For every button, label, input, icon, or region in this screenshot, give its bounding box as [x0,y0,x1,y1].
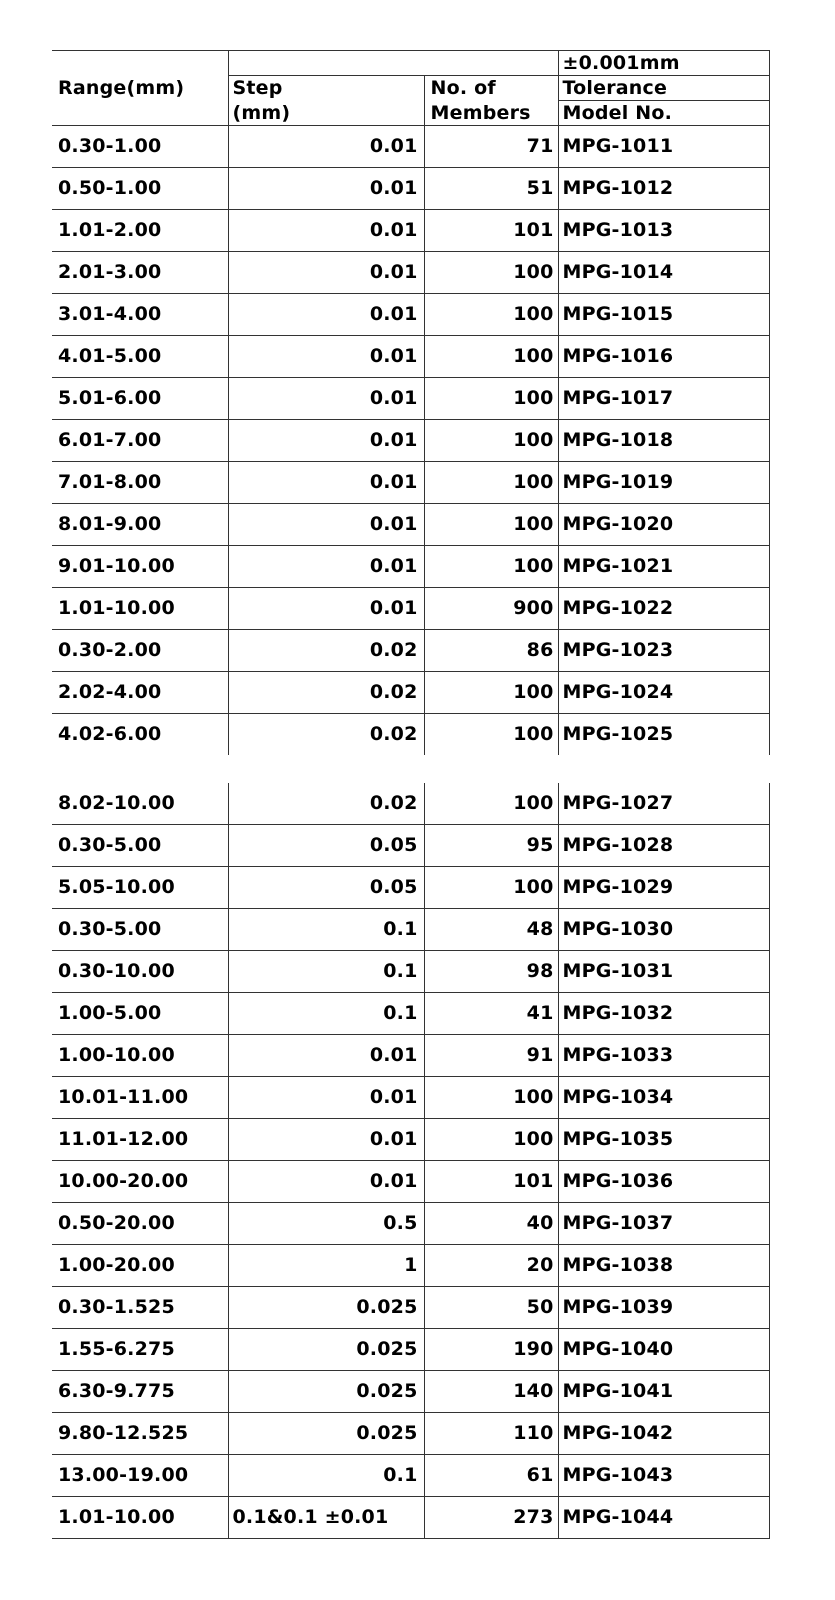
table-row [52,1455,769,1497]
range-cell: 4.02-6.00 [52,714,228,756]
step-cell: 0.025 [228,1287,424,1329]
step-cell: 0.01 [228,1035,424,1077]
table-row [52,504,769,546]
table-row [52,909,769,951]
step-cell: 1 [228,1245,424,1287]
table-row [52,783,769,825]
table-row [52,1413,769,1455]
members-cell: 100 [424,378,558,420]
table-row [52,378,769,420]
model-cell: MPG-1012 [558,168,769,210]
members-cell: 20 [424,1245,558,1287]
model-cell: MPG-1044 [558,1497,769,1539]
range-cell: 6.30-9.775 [52,1371,228,1413]
model-cell: MPG-1024 [558,672,769,714]
table-row [52,546,769,588]
step-cell: 0.01 [228,462,424,504]
table-row [52,672,769,714]
step-cell: 0.01 [228,504,424,546]
header-row-1 [52,51,769,76]
step-cell: 0.01 [228,168,424,210]
range-cell: 6.01-7.00 [52,420,228,462]
members-cell: 100 [424,252,558,294]
table-row [52,993,769,1035]
step-cell: 0.1 [228,993,424,1035]
table-row [52,630,769,672]
table-row [52,462,769,504]
step-cell: 0.02 [228,630,424,672]
model-cell: MPG-1032 [558,993,769,1035]
range-cell: 9.80-12.525 [52,1413,228,1455]
step-header-line2: (mm) [228,101,424,126]
range-cell: 8.01-9.00 [52,504,228,546]
members-cell: 50 [424,1287,558,1329]
model-cell: MPG-1036 [558,1161,769,1203]
table-row [52,420,769,462]
step-cell: 0.5 [228,1203,424,1245]
range-cell: 1.01-10.00 [52,1497,228,1539]
table-row [52,1035,769,1077]
members-cell: 48 [424,909,558,951]
model-cell: MPG-1014 [558,252,769,294]
members-cell: 100 [424,672,558,714]
model-cell: MPG-1021 [558,546,769,588]
step-cell: 0.1 [228,1455,424,1497]
model-cell: MPG-1041 [558,1371,769,1413]
gauge-table-bottom [52,783,770,1539]
model-cell: MPG-1013 [558,210,769,252]
range-cell: 9.01-10.00 [52,546,228,588]
table-row [52,825,769,867]
table-row [52,126,769,168]
range-cell: 0.50-20.00 [52,1203,228,1245]
members-cell: 101 [424,1161,558,1203]
model-cell: MPG-1017 [558,378,769,420]
model-cell: MPG-1030 [558,909,769,951]
table-row [52,1119,769,1161]
model-header: Model No. [558,101,769,126]
range-cell: 0.30-1.00 [52,126,228,168]
step-cell: 0.025 [228,1329,424,1371]
step-cell: 0.01 [228,210,424,252]
table-row [52,294,769,336]
step-cell: 0.025 [228,1371,424,1413]
range-cell: 0.30-5.00 [52,825,228,867]
model-cell: MPG-1038 [558,1245,769,1287]
step-cell: 0.01 [228,1119,424,1161]
model-cell: MPG-1029 [558,867,769,909]
step-cell: 0.01 [228,126,424,168]
step-cell: 0.01 [228,294,424,336]
members-cell: 100 [424,420,558,462]
model-cell: MPG-1019 [558,462,769,504]
members-cell: 61 [424,1455,558,1497]
model-cell: MPG-1023 [558,630,769,672]
model-cell: MPG-1043 [558,1455,769,1497]
range-cell: 0.30-2.00 [52,630,228,672]
members-cell: 900 [424,588,558,630]
members-cell: 40 [424,1203,558,1245]
step-cell: 0.01 [228,588,424,630]
model-cell: MPG-1027 [558,783,769,825]
model-cell: MPG-1039 [558,1287,769,1329]
range-cell: 11.01-12.00 [52,1119,228,1161]
table-row [52,168,769,210]
tolerance-label-header: Tolerance [558,76,769,101]
range-cell: 1.01-2.00 [52,210,228,252]
table-row [52,1497,769,1539]
members-cell: 100 [424,462,558,504]
members-cell: 190 [424,1329,558,1371]
step-cell: 0.01 [228,378,424,420]
model-cell: MPG-1031 [558,951,769,993]
model-cell: MPG-1042 [558,1413,769,1455]
members-cell: 100 [424,714,558,756]
range-cell: 0.50-1.00 [52,168,228,210]
range-cell: 1.55-6.275 [52,1329,228,1371]
range-cell: 3.01-4.00 [52,294,228,336]
members-cell: 101 [424,210,558,252]
table-row [52,588,769,630]
model-cell: MPG-1028 [558,825,769,867]
step-cell: 0.01 [228,1077,424,1119]
model-cell: MPG-1022 [558,588,769,630]
range-cell: 1.00-5.00 [52,993,228,1035]
members-cell: 100 [424,783,558,825]
range-cell: 10.00-20.00 [52,1161,228,1203]
members-cell: 110 [424,1413,558,1455]
members-cell: 273 [424,1497,558,1539]
model-cell: MPG-1016 [558,336,769,378]
model-cell: MPG-1034 [558,1077,769,1119]
members-cell: 95 [424,825,558,867]
table-row [52,1203,769,1245]
step-cell: 0.1&0.1 ±0.01 [228,1497,424,1539]
model-cell: MPG-1040 [558,1329,769,1371]
model-cell: MPG-1025 [558,714,769,756]
blank-header-cell [228,51,558,76]
range-cell: 7.01-8.00 [52,462,228,504]
step-cell: 0.01 [228,1161,424,1203]
range-cell: 0.30-5.00 [52,909,228,951]
members-cell: 91 [424,1035,558,1077]
step-header-line1: Step [228,76,424,101]
table-row [52,951,769,993]
table-row [52,714,769,756]
members-cell: 100 [424,1119,558,1161]
tolerance-value-header: ±0.001mm [558,51,769,76]
table-row [52,867,769,909]
members-cell: 140 [424,1371,558,1413]
step-cell: 0.025 [228,1413,424,1455]
table-row [52,1245,769,1287]
range-cell: 13.00-19.00 [52,1455,228,1497]
range-cell: 0.30-10.00 [52,951,228,993]
model-cell: MPG-1035 [558,1119,769,1161]
range-cell: 8.02-10.00 [52,783,228,825]
members-cell: 100 [424,294,558,336]
step-cell: 0.01 [228,252,424,294]
members-header-line1: No. of [424,76,558,101]
members-cell: 100 [424,504,558,546]
table-row [52,336,769,378]
members-header-line2: Members [424,101,558,126]
model-cell: MPG-1037 [558,1203,769,1245]
range-cell: 5.01-6.00 [52,378,228,420]
table-row [52,1287,769,1329]
range-cell: 1.01-10.00 [52,588,228,630]
members-cell: 100 [424,546,558,588]
range-header: Range(mm) [52,51,228,126]
range-cell: 2.01-3.00 [52,252,228,294]
model-cell: MPG-1011 [558,126,769,168]
step-cell: 0.02 [228,672,424,714]
step-cell: 0.1 [228,909,424,951]
range-cell: 2.02-4.00 [52,672,228,714]
table-row [52,210,769,252]
range-cell: 1.00-20.00 [52,1245,228,1287]
members-cell: 51 [424,168,558,210]
step-cell: 0.05 [228,825,424,867]
step-cell: 0.02 [228,714,424,756]
model-cell: MPG-1020 [558,504,769,546]
members-cell: 98 [424,951,558,993]
step-cell: 0.01 [228,336,424,378]
step-cell: 0.05 [228,867,424,909]
step-cell: 0.1 [228,951,424,993]
model-cell: MPG-1018 [558,420,769,462]
table-row [52,252,769,294]
table-row [52,1329,769,1371]
step-cell: 0.02 [228,783,424,825]
gauge-table-top [52,50,770,755]
members-cell: 100 [424,867,558,909]
members-cell: 86 [424,630,558,672]
members-cell: 100 [424,336,558,378]
step-cell: 0.01 [228,546,424,588]
range-cell: 4.01-5.00 [52,336,228,378]
model-cell: MPG-1033 [558,1035,769,1077]
table-row [52,1077,769,1119]
table-row [52,1371,769,1413]
members-cell: 71 [424,126,558,168]
step-cell: 0.01 [228,420,424,462]
table-row [52,1161,769,1203]
range-cell: 10.01-11.00 [52,1077,228,1119]
range-cell: 1.00-10.00 [52,1035,228,1077]
range-cell: 0.30-1.525 [52,1287,228,1329]
model-cell: MPG-1015 [558,294,769,336]
members-cell: 100 [424,1077,558,1119]
range-cell: 5.05-10.00 [52,867,228,909]
members-cell: 41 [424,993,558,1035]
